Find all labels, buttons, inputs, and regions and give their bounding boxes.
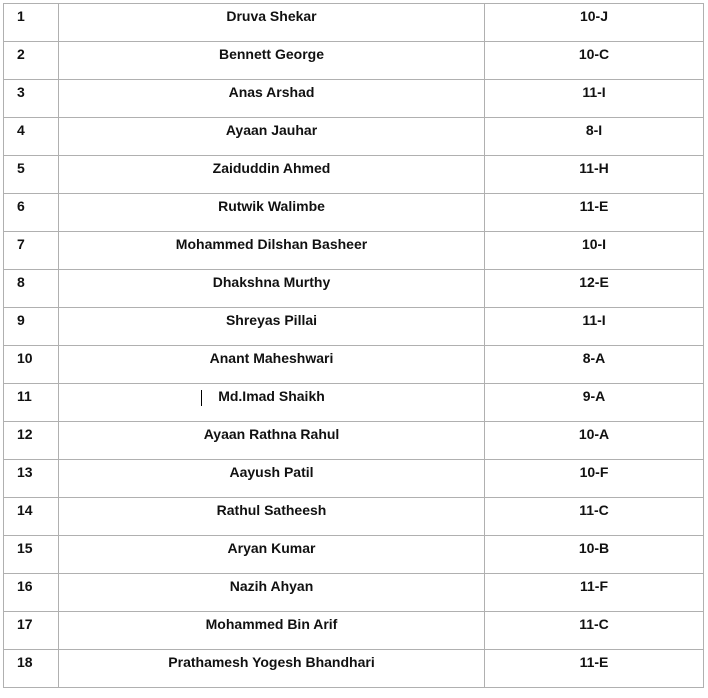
table-row bbox=[4, 536, 704, 574]
student-name-cell[interactable]: Druva Shekar bbox=[59, 4, 485, 42]
class-section-cell[interactable]: 8-A bbox=[485, 346, 704, 384]
text-cursor bbox=[201, 390, 202, 406]
row-number-cell[interactable]: 4 bbox=[4, 118, 59, 156]
class-section-cell[interactable]: 12-E bbox=[485, 270, 704, 308]
student-name-cell[interactable]: Mohammed Bin Arif bbox=[59, 612, 485, 650]
class-section-cell[interactable]: 11-I bbox=[485, 308, 704, 346]
student-name-cell[interactable]: Aryan Kumar bbox=[59, 536, 485, 574]
class-section-cell[interactable]: 10-F bbox=[485, 460, 704, 498]
table-row bbox=[4, 156, 704, 194]
table-row bbox=[4, 612, 704, 650]
row-number-cell[interactable]: 9 bbox=[4, 308, 59, 346]
student-name-cell[interactable]: Shreyas Pillai bbox=[59, 308, 485, 346]
table-row bbox=[4, 42, 704, 80]
table-row bbox=[4, 194, 704, 232]
class-section-cell[interactable]: 10-B bbox=[485, 536, 704, 574]
table-row bbox=[4, 346, 704, 384]
table-body bbox=[4, 4, 704, 688]
student-name-cell[interactable]: Anant Maheshwari bbox=[59, 346, 485, 384]
row-number-cell[interactable]: 13 bbox=[4, 460, 59, 498]
class-section-cell[interactable]: 10-I bbox=[485, 232, 704, 270]
table-row bbox=[4, 574, 704, 612]
student-name-cell[interactable]: Md.Imad Shaikh bbox=[59, 384, 485, 422]
row-number-cell[interactable]: 17 bbox=[4, 612, 59, 650]
class-section-cell[interactable]: 11-C bbox=[485, 612, 704, 650]
row-number-cell[interactable]: 10 bbox=[4, 346, 59, 384]
table-row bbox=[4, 422, 704, 460]
student-name-cell[interactable]: Rathul Satheesh bbox=[59, 498, 485, 536]
class-section-cell[interactable]: 10-A bbox=[485, 422, 704, 460]
student-name-cell[interactable]: Ayaan Jauhar bbox=[59, 118, 485, 156]
student-name-cell[interactable]: Prathamesh Yogesh Bhandhari bbox=[59, 650, 485, 688]
table-row bbox=[4, 498, 704, 536]
class-section-cell[interactable]: 10-C bbox=[485, 42, 704, 80]
row-number-cell[interactable]: 16 bbox=[4, 574, 59, 612]
row-number-cell[interactable]: 14 bbox=[4, 498, 59, 536]
table-row bbox=[4, 232, 704, 270]
student-name-cell[interactable]: Ayaan Rathna Rahul bbox=[59, 422, 485, 460]
row-number-cell[interactable]: 6 bbox=[4, 194, 59, 232]
table-row bbox=[4, 118, 704, 156]
row-number-cell[interactable]: 11 bbox=[4, 384, 59, 422]
row-number-cell[interactable]: 15 bbox=[4, 536, 59, 574]
row-number-cell[interactable]: 1 bbox=[4, 4, 59, 42]
student-name-cell[interactable]: Mohammed Dilshan Basheer bbox=[59, 232, 485, 270]
class-section-cell[interactable]: 9-A bbox=[485, 384, 704, 422]
student-table bbox=[3, 3, 704, 688]
student-name-cell[interactable]: Rutwik Walimbe bbox=[59, 194, 485, 232]
table-row bbox=[4, 460, 704, 498]
class-section-cell[interactable]: 11-I bbox=[485, 80, 704, 118]
class-section-cell[interactable]: 11-F bbox=[485, 574, 704, 612]
row-number-cell[interactable]: 5 bbox=[4, 156, 59, 194]
table-row bbox=[4, 4, 704, 42]
student-name-cell[interactable]: Anas Arshad bbox=[59, 80, 485, 118]
student-name-cell[interactable]: Bennett George bbox=[59, 42, 485, 80]
row-number-cell[interactable]: 18 bbox=[4, 650, 59, 688]
class-section-cell[interactable]: 8-I bbox=[485, 118, 704, 156]
class-section-cell[interactable]: 11-E bbox=[485, 650, 704, 688]
row-number-cell[interactable]: 12 bbox=[4, 422, 59, 460]
row-number-cell[interactable]: 7 bbox=[4, 232, 59, 270]
row-number-cell[interactable]: 2 bbox=[4, 42, 59, 80]
student-name-cell[interactable]: Dhakshna Murthy bbox=[59, 270, 485, 308]
table-row bbox=[4, 80, 704, 118]
student-name-cell[interactable]: Aayush Patil bbox=[59, 460, 485, 498]
student-name-cell[interactable]: Nazih Ahyan bbox=[59, 574, 485, 612]
student-name-cell[interactable]: Zaiduddin Ahmed bbox=[59, 156, 485, 194]
table-row bbox=[4, 384, 704, 422]
row-number-cell[interactable]: 3 bbox=[4, 80, 59, 118]
class-section-cell[interactable]: 11-H bbox=[485, 156, 704, 194]
class-section-cell[interactable]: 11-C bbox=[485, 498, 704, 536]
class-section-cell[interactable]: 11-E bbox=[485, 194, 704, 232]
table-row bbox=[4, 270, 704, 308]
row-number-cell[interactable]: 8 bbox=[4, 270, 59, 308]
table-row bbox=[4, 650, 704, 688]
table-row bbox=[4, 308, 704, 346]
class-section-cell[interactable]: 10-J bbox=[485, 4, 704, 42]
